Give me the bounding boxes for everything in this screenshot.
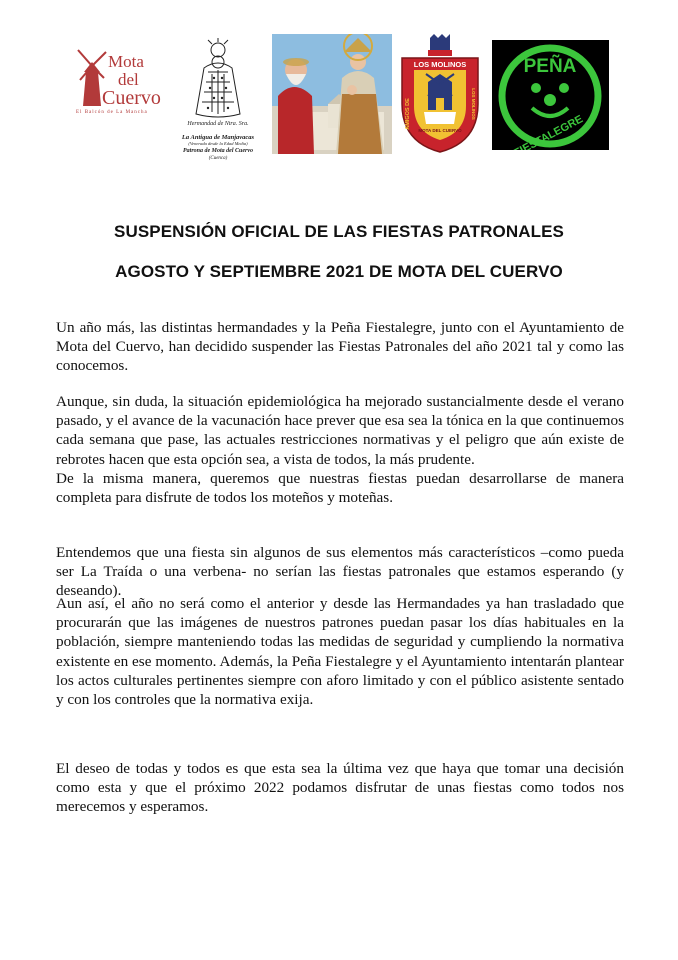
mota-del-cuervo-logo xyxy=(72,44,172,114)
logo-mota-word: Mota xyxy=(108,52,144,71)
hermandad-virgin-name: La Antigua de Manjavacas xyxy=(181,134,255,141)
paragraph-5 xyxy=(56,759,624,817)
hermandad-province: (Cuenca) xyxy=(208,156,228,161)
pena-top-text: PEÑA xyxy=(523,56,577,77)
amigos-de-los-molinos-logo xyxy=(398,34,482,154)
hermandad-note: (Venerada desde la Edad Media) xyxy=(188,141,248,146)
paragraph-2 xyxy=(56,392,624,507)
smiley-clown-icon xyxy=(492,40,609,150)
paragraph-text: De la misma manera, queremos que nuestras fiestas puedan desarrollarse de manera completa para disfrute de todos los moteños y moteñas. xyxy=(56,469,624,507)
paragraph-text: Aunque, sin duda, la situación epidemiológica ha mejorado sustancialmente desde el verano pasado, y el avance de la vacunación hace prever que esa sea la tónica en la que continuemos cada semana que pase, las actuales restricciones normativas y el peligro que aún existe de rebrotes hacen que esta opción sea, a vista de todos, la más prudente. xyxy=(56,393,624,468)
saints-collage-image xyxy=(272,34,392,154)
hermandad-name: Hermandad de Ntra. Sra. xyxy=(187,121,249,127)
paragraph-3 xyxy=(56,543,624,601)
hermandad-patrona: Patrona de Mota del Cuervo xyxy=(183,148,253,154)
patron-saints-photo xyxy=(272,34,392,154)
logo-tagline: El Balcón de La Mancha xyxy=(76,110,148,115)
header-logos xyxy=(0,0,678,170)
logo-del-word: del xyxy=(118,70,139,89)
pena-bottom-text: FIESTALEGRE xyxy=(512,113,586,150)
pena-fiestalegre-logo xyxy=(492,40,609,150)
molinos-shield-icon xyxy=(398,34,482,154)
document-title: SUSPENSIÓN OFICIAL DE LAS FIESTAS PATRONALES xyxy=(114,222,564,241)
paragraph-4 xyxy=(56,594,624,709)
virgin-engraving-icon xyxy=(178,38,258,120)
molinos-right-text: LOS MOLINOS xyxy=(471,88,476,120)
molinos-left-text: AMIGOS DE xyxy=(405,98,411,130)
hermandad-logo xyxy=(178,38,258,162)
logo-cuervo-word: Cuervo xyxy=(102,87,161,109)
molinos-top-text: LOS MOLINOS xyxy=(413,60,467,69)
document-subtitle: AGOSTO Y SEPTIEMBRE 2021 DE MOTA DEL CUERVO xyxy=(115,262,563,281)
paragraph-text: Entendemos que una fiesta sin algunos de sus elementos más característicos –como pueda ser La Traída o una verbena- no serían las fiestas patronales que estamos esperando (y deseando). xyxy=(56,544,624,600)
paragraph-1 xyxy=(56,318,624,376)
paragraph-text: Aun así, el año no será como el anterior y desde las Hermandades ya han trasladado que procurarán que las imágenes de nuestros patrones puedan pasar los días habituales en la población, siempre manteniendo todas las medidas de seguridad y cumpliendo la normativa existente en ese momento. Además, la Peña Fiestalegre y el Ayuntamiento intentarán plantear los actos culturales pertinentes siempre con aforo limitado y con el público asistente sentado y con los controles que la normativa exija. xyxy=(56,595,624,709)
molinos-bottom-text: MOTA DEL CUERVO xyxy=(418,128,462,133)
paragraph-text: El deseo de todas y todos es que esta sea la última vez que haya que tomar una decisión como esta y que el próximo 2022 podamos disfrutar de unas fiestas como todos nos merecemos y esperamos. xyxy=(56,760,624,816)
paragraph-text: Un año más, las distintas hermandades y la Peña Fiestalegre, junto con el Ayuntamiento de Mota del Cuervo, han decidido suspender las Fiestas Patronales del año 2021 tal y como las conocemos. xyxy=(56,319,624,375)
